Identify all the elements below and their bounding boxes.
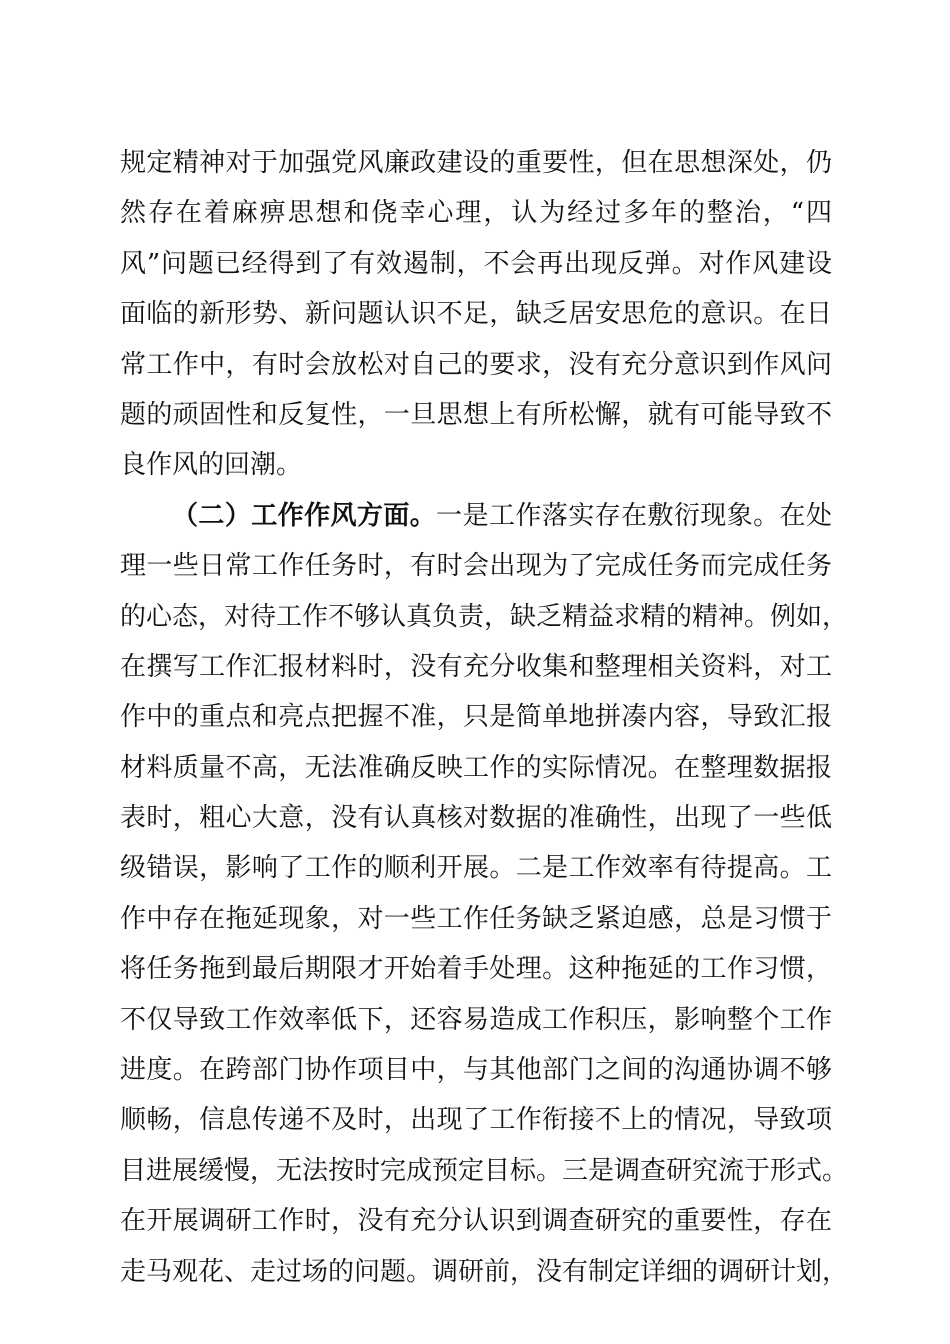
text-line: 级错误，影响了工作的顺利开展。二是工作效率有待提高。工 [120,853,832,884]
text-line: 的心态，对待工作不够认真负责，缺乏精益求精的精神。例如， [120,601,849,632]
section-heading: （二）工作作风方面。 [172,500,437,531]
text-line: 进度。在跨部门协作项目中，与其他部门之间的沟通协调不够 [120,1055,832,1086]
text-run: 一是工作落实存在敷衍现象。在处 [436,500,832,531]
text-line: 良作风的回潮。 [120,450,303,481]
text-line: 作中存在拖延现象，对一些工作任务缺乏紧迫感，总是习惯于 [120,903,832,934]
text-line: 常工作中，有时会放松对自己的要求，没有充分意识到作风问 [120,349,832,380]
text-line: 走马观花、走过场的问题。调研前，没有制定详细的调研计划， [120,1256,849,1287]
text-line: 将任务拖到最后期限才开始着手处理。这种拖延的工作习惯， [120,954,832,985]
text-line: 表时，粗心大意，没有认真核对数据的准确性，出现了一些低 [120,803,832,834]
text-line: 在撰写工作汇报材料时，没有充分收集和整理相关资料，对工 [120,651,832,682]
text-line: 风”问题已经得到了有效遏制，不会再出现反弹。对作风建设 [120,248,832,279]
text-line: 目进展缓慢，无法按时完成预定目标。三是调查研究流于形式。 [120,1155,849,1186]
paragraph-2 [120,491,849,1297]
text-line: 材料质量不高，无法准确反映工作的实际情况。在整理数据报 [120,752,832,783]
body-text [120,138,849,1297]
text-line: 理一些日常工作任务时，有时会出现为了完成任务而完成任务 [120,551,832,582]
text-line: 面临的新形势、新问题认识不足，缺乏居安思危的意识。在日 [120,299,832,330]
text-line: 作中的重点和亮点把握不准，只是简单地拼凑内容，导致汇报 [120,702,832,733]
text-line: 规定精神对于加强党风廉政建设的重要性，但在思想深处，仍 [120,148,832,178]
text-line: 在开展调研工作时，没有充分认识到调查研究的重要性，存在 [120,1206,832,1237]
text-line: 题的顽固性和反复性，一旦思想上有所松懈，就有可能导致不 [120,399,832,430]
text-line: 不仅导致工作效率低下，还容易造成工作积压，影响整个工作 [120,1004,832,1035]
paragraph-1 [120,138,832,491]
text-line: 然存在着麻痹思想和侥幸心理，认为经过多年的整治，“四 [120,198,832,229]
text-line: 顺畅，信息传递不及时，出现了工作衔接不上的情况，导致项 [120,1105,832,1136]
paragraph-first-line [120,491,832,541]
